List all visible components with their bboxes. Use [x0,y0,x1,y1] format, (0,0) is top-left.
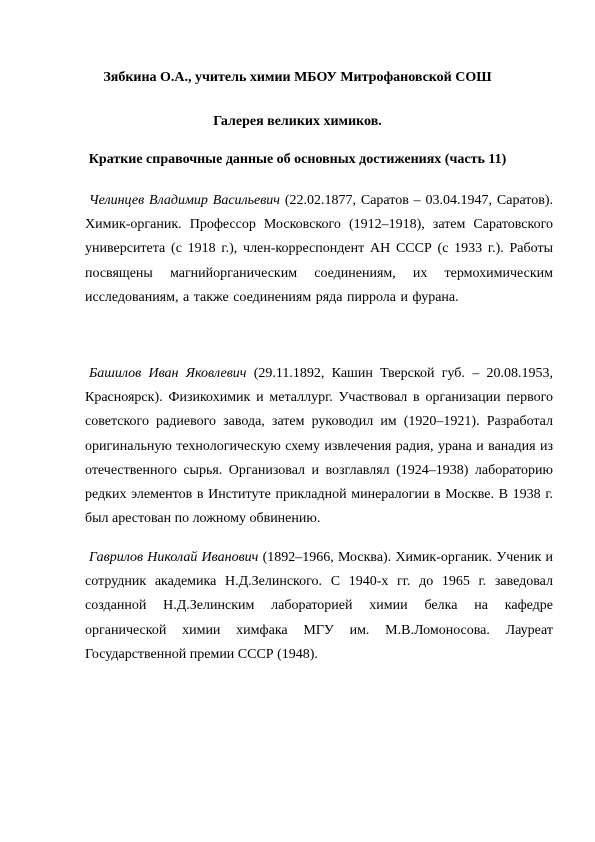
biography-paragraph [85,362,553,531]
biography-text: (29.11.1892, Кашин Тверской губ. – 20.08.1953, Красноярск). Физикохимик и металлург. Участвовал в организации первого советского радиевого завода, затем руководил им (1920–1921). Разработал оригинальную технологическую схему извлечения радия, урана и ванадия из отечественного сырья. Организовал и возглавлял (1924–1938) лабораторию редких элементов в Институте прикладной минералогии в Москве. В 1938 г. был арестован по ложному обвинению. [85,366,553,527]
chemist-name: Башилов Иван Яковлевич [89,366,247,381]
author-line: Зябкина О.А., учитель химии МБОУ Митрофановской СОШ [103,70,492,85]
document-subtitle: Краткие справочные данные об основных достижениях (часть 11) [88,152,507,167]
biography-text: (1892–1966, Москва). Химик-органик. Ученик и сотрудник академика Н.Д.Зелинского. С 1940-х гг. до 1965 г. заведовал созданной Н.Д.Зелинским лабораторией химии белка на кафедре органической химии химфака МГУ им. М.В.Ломоносова. Лауреат Государственной премии СССР (1948). [85,550,553,662]
biography-text: (22.02.1877, Саратов – 03.04.1947, Саратов). Химик-органик. Профессор Московского (1912–1918), затем Саратовского университета (с 1918 г.), член-корреспондент АН СССР (с 1933 г.). Работы посвящены магнийорганическим соединениям, их термохимическим исследованиям, а также соединениям ряда пиррола и фурана. [85,193,553,305]
biography-paragraph [85,189,553,310]
gallery-title: Галерея великих химиков. [213,114,382,129]
chemist-name: Челинцев Владимир Васильевич [89,193,280,208]
chemist-name: Гаврилов Николай Иванович [89,550,259,565]
biography-paragraph [85,546,553,667]
